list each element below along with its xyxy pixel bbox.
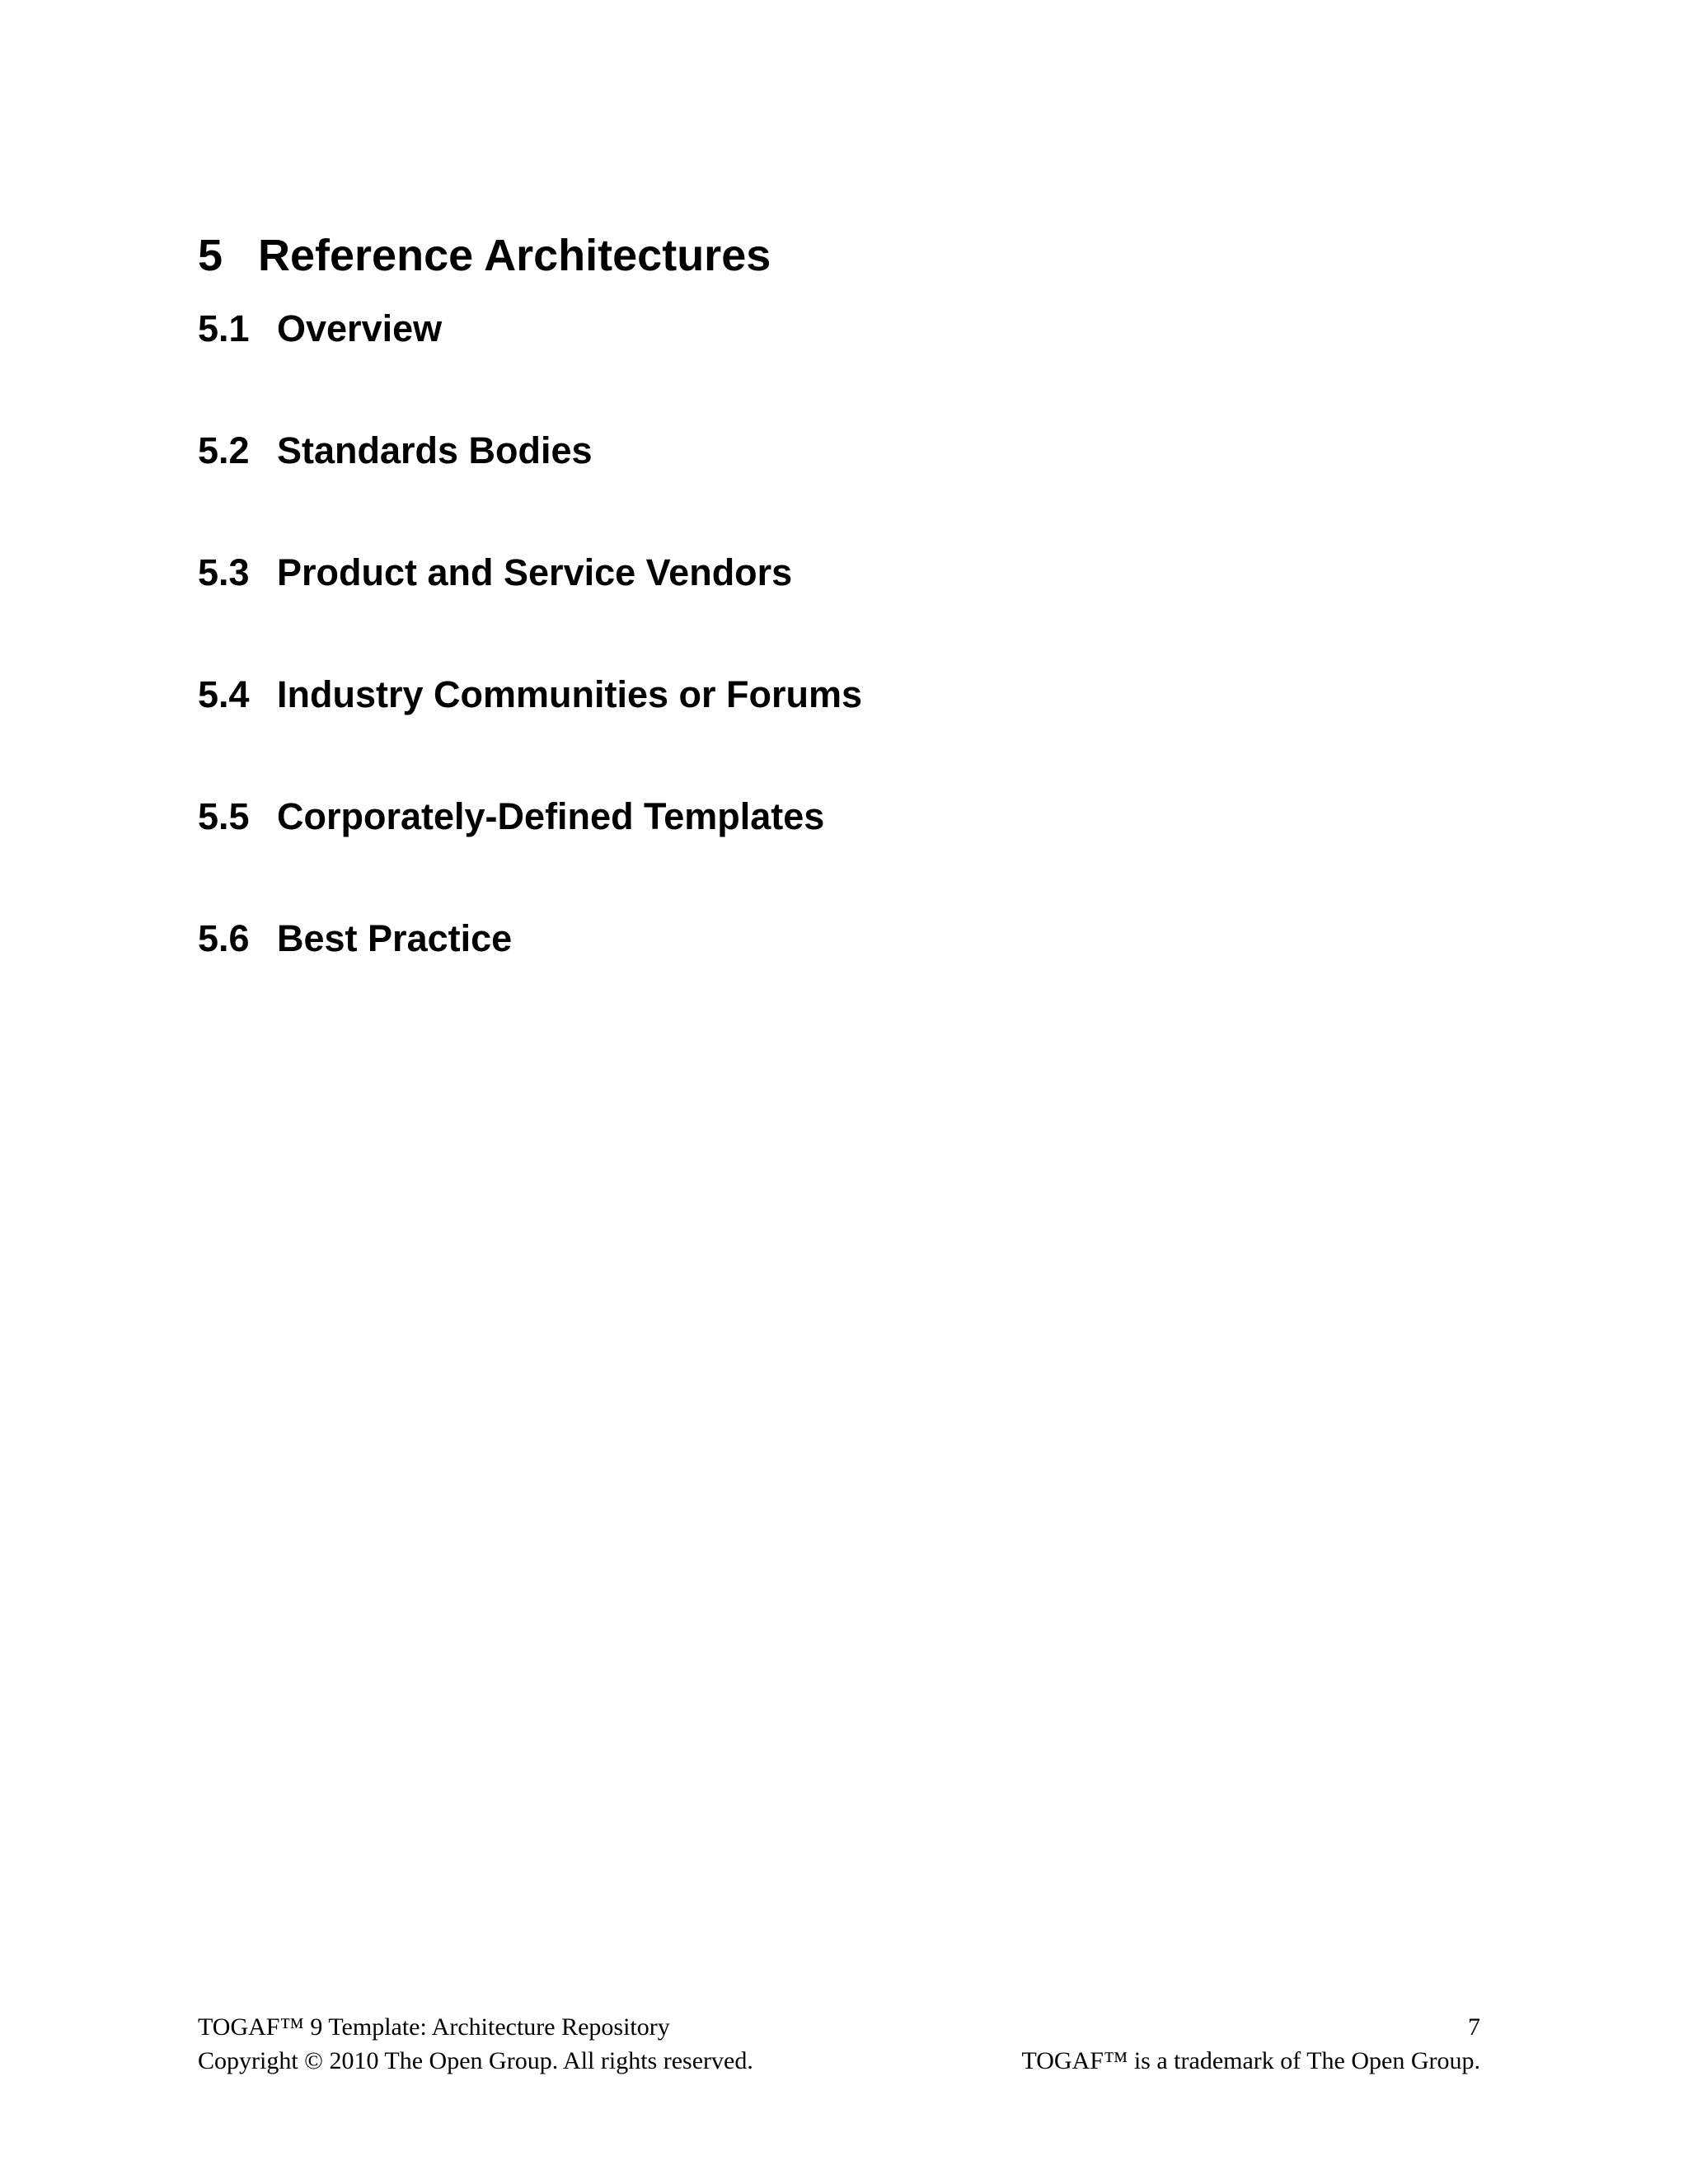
footer-doc-title: TOGAF™ 9 Template: Architecture Repository (198, 2013, 670, 2041)
section-title: Best Practice (277, 917, 513, 959)
section-number: 5.5 (198, 795, 250, 837)
footer-copyright: Copyright © 2010 The Open Group. All rights reserved. (198, 2047, 753, 2074)
section-number: 5.2 (198, 429, 250, 471)
section-title: Overview (277, 307, 443, 349)
chapter-number: 5 (198, 231, 223, 280)
section-title: Standards Bodies (277, 429, 593, 471)
section-title: Product and Service Vendors (277, 551, 793, 593)
section-heading-corporate-templates (198, 794, 824, 839)
footer-page-number: 7 (1468, 2013, 1480, 2041)
section-heading-product-vendors (198, 551, 792, 595)
footer-trademark: TOGAF™ is a trademark of The Open Group. (1021, 2047, 1480, 2074)
section-heading-standards-bodies (198, 429, 593, 473)
section-title: Industry Communities or Forums (277, 673, 863, 715)
footer-line-1 (198, 2011, 1480, 2044)
section-number: 5.6 (198, 917, 250, 959)
section-number: 5.1 (198, 307, 250, 349)
section-heading-overview (198, 307, 442, 351)
section-title: Corporately-Defined Templates (277, 795, 825, 837)
section-number: 5.3 (198, 551, 250, 593)
section-heading-best-practice (198, 916, 512, 961)
footer-line-2 (198, 2045, 1480, 2078)
section-number: 5.4 (198, 673, 250, 715)
chapter-heading (198, 229, 771, 282)
chapter-title: Reference Architectures (258, 231, 771, 280)
section-heading-industry-communities (198, 673, 862, 717)
